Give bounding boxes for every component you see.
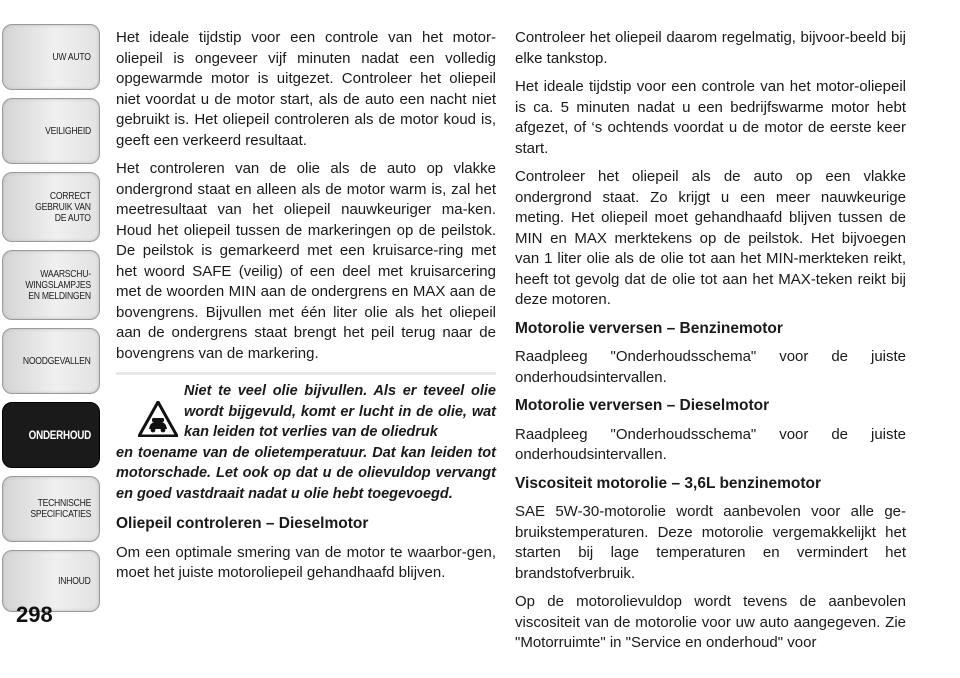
- paragraph: Controleer het oliepeil als de auto op een vlakke ondergrond staat. Zo krijgt u een meer nauwkeurige meting. Het oliepeil moet gehandhaafd blijven tussen de MIN en MAX merktekens op de peilstok. Het bijvoegen van 1 liter olie als de olie tot aan het MIN-merkteken reikt, heeft tot gevolg dat de olie tot aan het MAX-teken reikt bij deze motoren.: [515, 168, 906, 308]
- tab-label: TECHNISCHE SPECIFICATIES: [30, 497, 91, 520]
- tab-noodgevallen[interactable]: [2, 328, 100, 394]
- left-column: [116, 28, 496, 592]
- tab-label: VEILIGHEID: [45, 124, 91, 137]
- warning-box: [116, 372, 496, 504]
- tab-veiligheid[interactable]: [2, 98, 100, 164]
- section-heading: Motorolie verversen – Dieselmotor: [515, 397, 770, 414]
- warning-text: [116, 381, 496, 504]
- tab-technische-specificaties[interactable]: [2, 476, 100, 542]
- section-heading: Motorolie verversen – Benzinemotor: [515, 319, 783, 337]
- tab-label: INHOUD: [58, 574, 91, 587]
- tab-onderhoud[interactable]: [2, 402, 100, 468]
- paragraph: Controleer het oliepeil daarom regelmatig, bijvoor-beeld bij elke tankstop.: [515, 29, 906, 67]
- paragraph: SAE 5W-30-motorolie wordt aanbevolen voor alle ge-bruikstemperaturen. Deze motorolie vergemakkelijkt het starten bij lage temperaturen en vermindert het brandstofverbruik.: [515, 503, 906, 582]
- chapter-tabs: [0, 0, 110, 678]
- paragraph: Om een optimale smering van de motor te waarbor-gen, moet het juiste motoroliepeil gehandhaafd blijven.: [116, 543, 496, 581]
- section-heading: Oliepeil controleren – Dieselmotor: [116, 515, 369, 532]
- paragraph: Het ideale tijdstip voor een controle van het motor-oliepeil is ongeveer vijf minuten nadat een volledig opgewarmde motor is uitgezet. Controleer het oliepeil niet voordat u de motor start, als de auto een nacht niet gebruikt is. Het oliepeil controleren als de motor koud is, geeft een verkeerd resultaat.: [116, 29, 496, 149]
- tab-label: WAARSCHU- WINGSLAMPJES EN MELDINGEN: [25, 267, 91, 302]
- paragraph: Raadpleeg "Onderhoudsschema" voor de juiste onderhoudsintervallen.: [515, 425, 906, 463]
- page-number: 298: [16, 602, 53, 627]
- paragraph: Raadpleeg "Onderhoudsschema" voor de juiste onderhoudsintervallen.: [515, 348, 906, 386]
- section-heading: Viscositeit motorolie – 3,6L benzinemotor: [515, 474, 822, 492]
- tab-correct-gebruik[interactable]: [2, 172, 100, 242]
- warning-triangle-icon: [138, 401, 178, 437]
- warning-lead: Niet te veel olie bijvullen. Als er teveel olie wordt bijgevuld, komt er lucht in de olie, wat kan leiden tot verlies van de oliedruk: [184, 383, 496, 440]
- paragraph: Het controleren van de olie als de auto op vlakke ondergrond staat en alleen als de motor warm is, zal het meetresultaat van het oliepeil nauwkeuriger ma-ken. Houd het oliepeil tussen de markeringen op de peilstok. De peilstok is gemarkeerd met een kruisarce-ring met het woord SAFE (veilig) of een deel met kruisarcering met de woorden MIN aan de ondergrens en MAX aan de bovengrens. Bijvullen met één liter olie als het oliepeil aan de ondergrens staat brengt het peil terug naar de bovengrens van de markering.: [116, 160, 496, 362]
- paragraph: Het ideale tijdstip voor een controle van het motor-oliepeil is ca. 5 minuten nadat u een bedrijfswarme motor hebt afgezet, of ‘s ochtends voordat u de motor de eerste keer start.: [515, 78, 906, 157]
- tab-label: CORRECT GEBRUIK VAN DE AUTO: [35, 189, 91, 224]
- tab-uw-auto[interactable]: [2, 24, 100, 90]
- tab-label: ONDERHOUD: [28, 427, 91, 442]
- tab-label: NOODGEVALLEN: [23, 354, 91, 367]
- paragraph: Op de motorolievuldop wordt tevens de aanbevolen viscositeit van de motorolie voor uw auto aangegeven. Zie "Motorruimte" in "Service en onderhoud" voor: [515, 593, 906, 651]
- warning-rest: en toename van de olietemperatuur. Dat kan leiden tot motorschade. Let ook op dat u de olievuldop vervangt en goed vastdraait nadat u olie hebt toegevoegd.: [116, 444, 496, 502]
- tab-label: UW AUTO: [52, 50, 91, 63]
- tab-waarschuwingslampjes[interactable]: [2, 250, 100, 320]
- right-column: [515, 28, 906, 662]
